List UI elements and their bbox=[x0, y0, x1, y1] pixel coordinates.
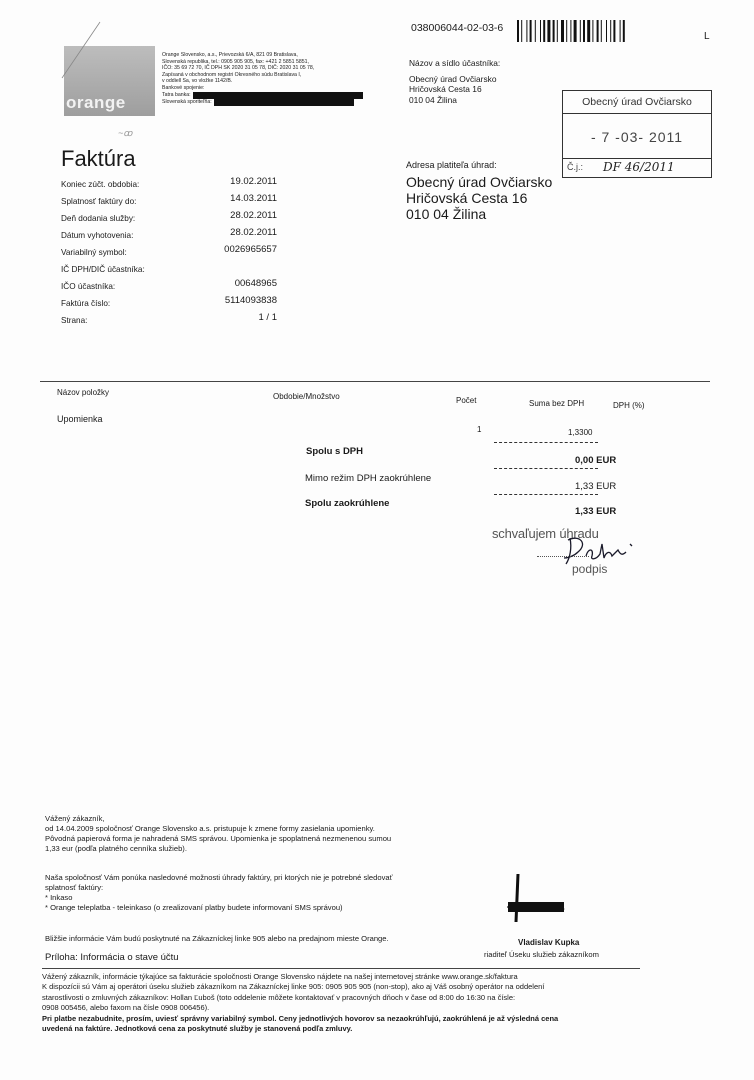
recipient-block: Názov a sídlo účastníka: Obecný úrad Ovčiarsko Hričovská Cesta 16 010 04 Žilina bbox=[409, 58, 501, 105]
total-with-vat-value: 0,00 EUR bbox=[575, 455, 617, 466]
total-rounded-value: 1,33 EUR bbox=[575, 506, 617, 517]
orange-logo: orange bbox=[64, 46, 155, 116]
table-top-rule bbox=[40, 381, 710, 382]
page-corner-letter: L bbox=[704, 31, 710, 42]
signature-label: podpis bbox=[572, 562, 608, 576]
outside-vat-label: Mimo režim DPH zaokrúhlene bbox=[305, 473, 432, 484]
dash-line bbox=[494, 494, 598, 495]
item-amount: 1,3300 bbox=[568, 428, 593, 437]
annex-text: Vážený zákazník, informácie týkajúce sa fakturácie spoločnosti Orange Slovensko nájdete na našej internetovej stránke www.orange.sk/faktura K dispozícii sú Vám aj operátori úseku služieb zákazníkom na Zákazníckej linke 905: 0905 905 905 (non-stop), ako aj Váš osobný operátor na oddelení starostlivosti o zmluvných zákazníkov: Hollan Ľuboš (toto oddelenie môžete kontaktovať v pracovných dňoch v čase od 8:00 do 16:30 na čísle: 0908 005456, alebo faxom na čísle 0908 006456). Pri platbe nezabudnite, prosím, uviesť správny variabilný symbol. Ceny jednotlivých hovorov sa nezaokrúhľujú, zaokrúhlená je až výsledná cena uvedená na faktúre. Jednotková cena za poskytnuté služby je stanovená podľa zmluvy. bbox=[42, 972, 559, 1034]
col-header-count: Počet bbox=[456, 396, 477, 405]
payment-options: Naša spoločnosť Vám ponúka nasledovné možnosti úhrady faktúry, pri ktorých nie je potrebné sledovať splatnosť faktúry: * Inkaso * Orange teleplatba - teleinkaso (o zrealizovaní platby budete informovaní SMS správou) bbox=[45, 873, 393, 912]
redacted-bank bbox=[193, 92, 363, 99]
signature-dots bbox=[537, 556, 589, 557]
barcode-icon bbox=[517, 20, 685, 42]
col-header-period: Obdobie/Množstvo bbox=[273, 392, 340, 401]
annex-title: Príloha: Informácia o stave účtu bbox=[45, 952, 179, 963]
dash-line bbox=[494, 442, 598, 443]
company-info: Orange Slovensko, a.s., Prievozská 6/A, 821 09 Bratislava, Slovenská republika, tel.: 0905 905 905, fax: +421 2 5851 5851, IČO: 35 69 72 70, IČ DPH SK 2020 31 05 78, DIČ: 2020 31 05 78, Zapísaná v obchodnom registri Okresného súdu Bratislava I, v oddiell Sa, vo vložke 1142/B. Bankové spojenie: Tatra banka: Slovenská sporiteľňa: bbox=[162, 52, 372, 106]
redacted-bank bbox=[214, 99, 354, 106]
office-stamp: Obecný úrad Ovčiarsko - 7 -03- 2011 Č.j.: DF 46/2011 bbox=[562, 90, 712, 178]
approval-text: schvaľujem úhradu bbox=[492, 526, 599, 541]
col-header-name: Názov položky bbox=[57, 388, 110, 397]
item-count: 1 bbox=[477, 425, 482, 434]
dash-line bbox=[494, 468, 598, 469]
outside-vat-value: 1,33 EUR bbox=[575, 481, 617, 492]
notice-paragraph: Vážený zákazník, od 14.04.2009 spoločnosť Orange Slovensko a.s. pristupuje k zmene formy zasielania upomienky. Pôvodná papierová forma je nahradená SMS správou. Upomienka je spoplatnená nezmenenou sumou 1,33 eur (podľa platného cenníka služieb). bbox=[45, 814, 392, 853]
pencil-mark: ~ꝏ bbox=[118, 128, 133, 138]
document-title: Faktúra bbox=[61, 146, 136, 171]
barcode-number: 038006044-02-03-6 bbox=[411, 22, 504, 34]
more-info: Bližšie informácie Vám budú poskytnuté na Zákazníckej linke 905 alebo na predajnom mieste Orange. bbox=[45, 934, 389, 943]
payer-block: Adresa platiteľa úhrad: Obecný úrad Ovčiarsko Hričovská Cesta 16 010 04 Žilina bbox=[406, 160, 553, 222]
diagonal-scratch bbox=[60, 20, 110, 80]
total-rounded-label: Spolu zaokrúhlene bbox=[305, 498, 390, 509]
annex-rule bbox=[42, 968, 640, 969]
invoice-meta: Koniec zúčt. obdobia: 19.02.2011 Splatnosť faktúry do: 14.03.2011 Deň dodania služby: 28.02.2011 Dátum vyhotovenia: 28.02.2011 Variabilný symbol: 0026965657 IČ DPH/DIČ účastníka: IČO účastníka: 00648965 Faktúra číslo: 5114093838 Strana: 1 / 1 bbox=[61, 176, 277, 325]
signer-name: Vladislav Kupka bbox=[518, 938, 580, 947]
col-header-vat: DPH (%) bbox=[613, 401, 645, 410]
signer-role: riaditeľ Úseku služieb zákazníkom bbox=[484, 950, 599, 959]
director-signature bbox=[500, 870, 580, 930]
total-with-vat-label: Spolu s DPH bbox=[306, 446, 364, 457]
item-name: Upomienka bbox=[57, 414, 103, 424]
col-header-amount: Suma bez DPH bbox=[529, 399, 585, 408]
